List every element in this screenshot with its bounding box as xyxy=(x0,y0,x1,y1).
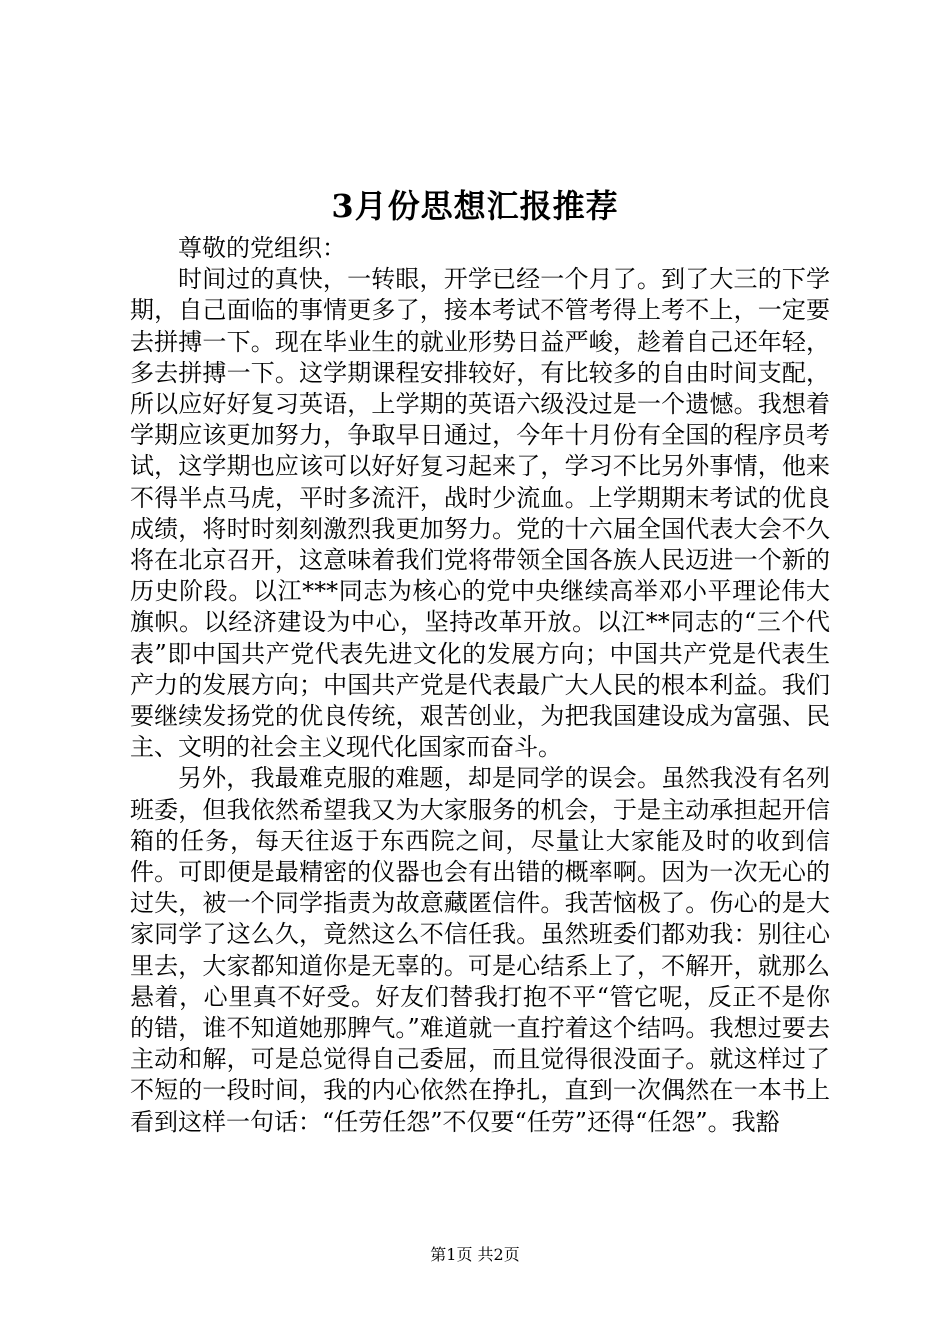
paragraph: 时间过的真快，一转眼，开学已经一个月了。到了大三的下学期，自己面临的事情更多了，接本考试不管考得上考不上，一定要去拼搏一下。现在毕业生的就业形势日益严峻，趁着自己还年轻，多去拼搏一下。这学期课程安排较好，有比较多的自由时间支配，所以应好好复习英语，上学期的英语六级没过是一个遗憾。我想着学期应该更加努力，争取早日通过，今年十月份有全国的程序员考试，这学期也应该可以好好复习起来了，学习不比另外事情，他来不得半点马虎，平时多流汗，战时少流血。上学期期末考试的优良成绩，将时时刻刻激烈我更加努力。党的十六届全国代表大会不久将在北京召开，这意味着我们党将带领全国各族人民迈进一个新的历史阶段。以江***同志为核心的党中央继续高举邓小平理论伟大旗帜。以经济建设为中心，坚持改革开放。以江**同志的“三个代表”即中国共产党代表先进文化的发展方向；中国共产党是代表生产力的发展方向；中国共产党是代表最广大人民的根本利益。我们要继续发扬党的优良传统，艰苦创业，为把我国建设成为富强、民主、文明的社会主义现代化国家而奋斗。 xyxy=(130,265,830,762)
document-title: 3月份思想汇报推荐 xyxy=(331,187,619,225)
salutation: 尊敬的党组织： xyxy=(178,234,346,262)
paragraph: 另外，我最难克服的难题，却是同学的误会。虽然我没有名列班委，但我依然希望我又为大家服务的机会，于是主动承担起开信箱的任务，每天往返于东西院之间，尽量让大家能及时的收到信件。可即便是最精密的仪器也会有出错的概率啊。因为一次无心的过失，被一个同学指责为故意藏匿信件。我苦恼极了。伤心的是大家同学了这么久，竟然这么不信任我。虽然班委们都劝我：别往心里去，大家都知道你是无辜的。可是心结系上了，不解开，就那么悬着，心里真不好受。好友们替我打抱不平“管它呢，反正不是你的错，谁不知道她那脾气。”难道就一直拧着这个结吗。我想过要去主动和解，可是总觉得自己委屈，而且觉得很没面子。就这样过了不短的一段时间，我的内心依然在挣扎，直到一次偶然在一本书上看到这样一句话：“任劳任怨”不仅要“任劳”还得“任怨”。我豁 xyxy=(130,764,830,1136)
page-number-footer: 第1页 共2页 xyxy=(430,1245,520,1264)
document-body xyxy=(130,233,830,1138)
